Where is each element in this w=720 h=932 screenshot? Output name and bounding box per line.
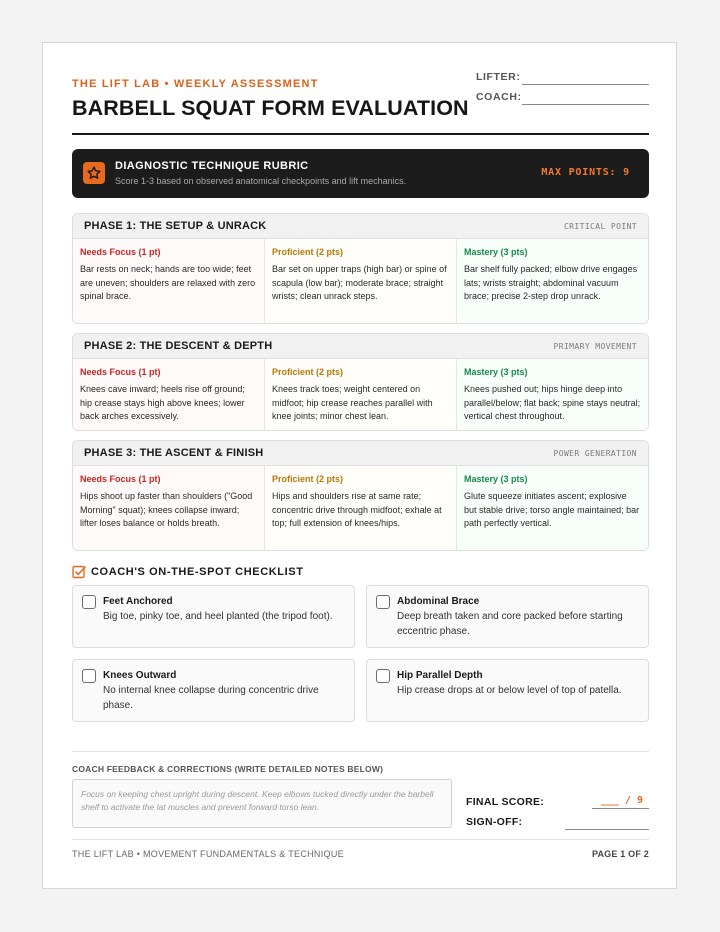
- rubric-description: Knees pushed out; hips hinge deep into parallel/below; flat back; spine stays neutral; vertical chest throughout.: [464, 384, 641, 421]
- rubric-cell-proficient[interactable]: [265, 466, 457, 550]
- checkbox[interactable]: [376, 595, 390, 609]
- page-number: PAGE 1 OF 2: [591, 849, 649, 859]
- checklist-item-abdominal-brace[interactable]: [366, 585, 649, 648]
- checklist-title: COACH'S ON-THE-SPOT CHECKLIST: [91, 566, 304, 578]
- feedback-textarea[interactable]: [72, 779, 452, 828]
- feedback-label: COACH FEEDBACK & CORRECTIONS (WRITE DETAILED NOTES BELOW): [72, 764, 384, 774]
- coach-field[interactable]: [476, 91, 649, 105]
- final-score-label: FINAL SCORE:: [466, 796, 545, 808]
- phase-title: PHASE 3: THE ASCENT & FINISH: [84, 447, 264, 459]
- checklist-item-description: Hip crease drops at or below level of top of patella.: [397, 685, 622, 696]
- rubric-cell-needs-focus[interactable]: [73, 466, 265, 550]
- coach-label: COACH:: [476, 91, 522, 103]
- level-label-mastery: Mastery (3 pts): [464, 474, 528, 484]
- rubric-description: Knees track toes; weight centered on midfoot; hip crease reaches parallel with knee joints; minor chest lean.: [272, 384, 433, 421]
- checklist-item-title: Feet Anchored: [103, 596, 173, 607]
- checkbox-checked-icon: [72, 565, 86, 584]
- max-points: MAX POINTS: 9: [541, 167, 630, 178]
- phase-title: PHASE 1: THE SETUP & UNRACK: [84, 220, 267, 232]
- phase-title: PHASE 2: THE DESCENT & DEPTH: [84, 340, 273, 352]
- phase-card-descent: [72, 333, 649, 431]
- level-label-mastery: Mastery (3 pts): [464, 367, 528, 377]
- rubric-description: Bar set on upper traps (high bar) or spine of scapula (low bar); moderate brace; straight wrists; clean unrack steps.: [272, 264, 447, 301]
- banner-title: DIAGNOSTIC TECHNIQUE RUBRIC: [115, 160, 309, 172]
- checklist-item-description: Deep breath taken and core packed before starting eccentric phase.: [397, 611, 623, 637]
- lifter-input-line[interactable]: [522, 84, 649, 85]
- coach-input-line[interactable]: [522, 104, 649, 105]
- feedback-text: Focus on keeping chest upright during descent. Keep elbows tucked directly under the barbell shelf to activate the lat muscles and prevent forward torso lean.: [81, 789, 434, 812]
- level-label-needs-focus: Needs Focus (1 pt): [80, 367, 161, 377]
- checklist-item-knees-outward[interactable]: [72, 659, 355, 722]
- level-label-needs-focus: Needs Focus (1 pt): [80, 247, 161, 257]
- checklist-item-description: Big toe, pinky toe, and heel planted (the tripod foot).: [103, 611, 333, 622]
- phase-header: [73, 334, 648, 359]
- checklist-item-title: Abdominal Brace: [397, 596, 480, 607]
- rubric-cell-mastery[interactable]: [457, 466, 648, 550]
- signoff-label: SIGN-OFF:: [466, 816, 523, 828]
- final-score-field[interactable]: ___ / 9: [592, 795, 649, 809]
- rubric-cell-proficient[interactable]: [265, 239, 457, 323]
- level-label-proficient: Proficient (2 pts): [272, 474, 344, 484]
- signoff-field[interactable]: [565, 829, 649, 830]
- section-divider: [72, 751, 649, 752]
- rubric-description: Bar shelf fully packed; elbow drive engages lats; wrists straight; abdominal vacuum brace; precise 2-step drop unrack.: [464, 264, 638, 301]
- assessment-page: [42, 42, 677, 889]
- rubric-cell-needs-focus[interactable]: [73, 359, 265, 430]
- banner-subtitle: Score 1-3 based on observed anatomical checkpoints and lift mechanics.: [115, 176, 407, 186]
- phase-card-ascent: [72, 440, 649, 551]
- rubric-banner: [72, 149, 649, 198]
- rubric-description: Knees cave inward; heels rise off ground; hip crease stays high above knees; lower back arches excessively.: [80, 384, 245, 421]
- lifter-field[interactable]: [476, 71, 649, 85]
- checklist-item-title: Hip Parallel Depth: [397, 670, 483, 681]
- checklist-item-feet-anchored[interactable]: [72, 585, 355, 648]
- level-label-proficient: Proficient (2 pts): [272, 247, 344, 257]
- rubric-cell-needs-focus[interactable]: [73, 239, 265, 323]
- checkbox[interactable]: [82, 595, 96, 609]
- header-kicker: THE LIFT LAB • WEEKLY ASSESSMENT: [72, 78, 319, 90]
- rubric-cell-mastery[interactable]: [457, 359, 648, 430]
- checklist-item-hip-parallel-depth[interactable]: [366, 659, 649, 722]
- rubric-cell-mastery[interactable]: [457, 239, 648, 323]
- rubric-description: Bar rests on neck; hands are too wide; feet are uneven; shoulders are relaxed with zero spinal brace.: [80, 264, 256, 301]
- footer-text: THE LIFT LAB • MOVEMENT FUNDAMENTALS & TECHNIQUE: [72, 849, 344, 859]
- rubric-description: Glute squeeze initiates ascent; explosive but stable drive; torso angle maintained; bar path perfectly vertical.: [464, 491, 640, 528]
- footer-divider: [72, 839, 649, 840]
- phase-header: [73, 214, 648, 239]
- page-title: BARBELL SQUAT FORM EVALUATION: [72, 96, 469, 120]
- level-label-needs-focus: Needs Focus (1 pt): [80, 474, 161, 484]
- phase-tag: CRITICAL POINT: [563, 222, 637, 231]
- level-label-mastery: Mastery (3 pts): [464, 247, 528, 257]
- checkbox[interactable]: [82, 669, 96, 683]
- phase-card-setup: [72, 213, 649, 324]
- level-label-proficient: Proficient (2 pts): [272, 367, 344, 377]
- rubric-description: Hips and shoulders rise at same rate; concentric drive through midfoot; exhale at top; full extension of knees/hips.: [272, 491, 442, 528]
- phase-header: [73, 441, 648, 466]
- star-icon: [83, 162, 105, 184]
- rubric-description: Hips shoot up faster than shoulders ("Good Morning" squat); knees collapse inward; lifter loses balance or holds breath.: [80, 491, 253, 528]
- phase-tag: PRIMARY MOVEMENT: [553, 342, 637, 351]
- phase-tag: POWER GENERATION: [553, 449, 637, 458]
- checklist-item-title: Knees Outward: [103, 670, 177, 681]
- lifter-label: LIFTER:: [476, 71, 521, 83]
- rubric-cell-proficient[interactable]: [265, 359, 457, 430]
- checklist-item-description: No internal knee collapse during concentric drive phase.: [103, 685, 319, 711]
- checkbox[interactable]: [376, 669, 390, 683]
- header-divider: [72, 133, 649, 135]
